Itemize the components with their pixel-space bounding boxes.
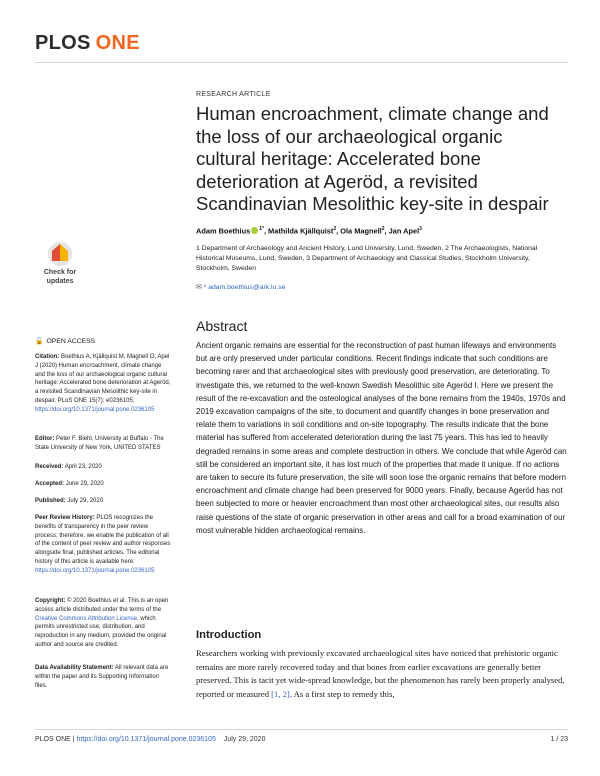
page-footer: [35, 736, 265, 743]
received-date: April 23, 2020: [64, 464, 102, 470]
accepted-block: [35, 480, 171, 489]
editor-text: Peter F. Biehl, University at Buffalo - The State University of New York, UNITED STATES: [35, 436, 164, 451]
published-block: [35, 497, 171, 506]
footer-rule: [35, 729, 568, 730]
introduction-text-tail: . As a first step to remedy this,: [289, 689, 395, 700]
journal-name-plos: PLOS: [35, 32, 91, 54]
author-name[interactable]: Adam Boethius: [196, 226, 251, 236]
check-for-updates-badge[interactable]: [35, 237, 85, 295]
peer-review-text: PLOS recognizes the benefits of transparency in the peer review process; therefore, we enable the publication of all of the content of peer review and author responses alongside final, published articles. The editorial history of this article is available here:: [35, 515, 171, 565]
copyright-block: [35, 597, 171, 650]
check-updates-label[interactable]: [30, 268, 90, 286]
peer-review-block: [35, 514, 171, 576]
envelope-icon: ✉: [196, 284, 202, 291]
license-link[interactable]: Creative Commons Attribution License: [35, 615, 138, 622]
copyright-text-2: , which permits unrestricted use, distribution, and reproduction in any medium, provided the original author and source are credited.: [35, 615, 167, 648]
author-sup: 3: [419, 226, 422, 232]
editor-block: [35, 435, 171, 453]
citation-label: Citation:: [35, 354, 60, 360]
page-number: 1 / 23: [550, 736, 568, 743]
introduction-text: Researchers working with previously excavated archaeological sites have noticed that prehistoric organic remains are more rarely recovered today and that bones from earlier excavations are generally better preserved. This is tacit yet wide-spread knowledge, but the phenomenon has rarely been properly analysed, reported or measured: [196, 648, 565, 700]
author-sup: 1*: [259, 226, 264, 232]
journal-logo: [35, 32, 140, 55]
citation-reference-link[interactable]: [1, 2]: [271, 689, 290, 700]
copyright-label: Copyright:: [35, 598, 66, 604]
author-sup: 2: [333, 226, 337, 232]
journal-name-one: ONE: [95, 32, 140, 54]
citation-doi-link[interactable]: https://doi.org/10.1371/journal.pone.0236105: [35, 406, 155, 413]
published-label: Published:: [35, 498, 66, 504]
copyright-text: © 2020 Boethius et al. This is an open access article distributed under the terms of the: [35, 598, 169, 613]
editor-label: Editor:: [35, 436, 55, 442]
check-updates-line2: updates: [46, 278, 74, 285]
peer-review-link[interactable]: https://doi.org/10.1371/journal.pone.0236105: [35, 567, 155, 574]
accepted-label: Accepted:: [35, 481, 65, 487]
footer-date: July 29, 2020: [223, 736, 266, 743]
author-name[interactable]: Ola Magnell: [340, 226, 382, 236]
footer-separator: |: [72, 736, 75, 743]
header-rule: [35, 62, 568, 63]
peer-review-label: Peer Review History:: [35, 515, 95, 521]
article-type: RESEARCH ARTICLE: [196, 91, 271, 98]
footer-journal: PLOS ONE: [35, 736, 71, 743]
abstract-heading: Abstract: [196, 318, 248, 334]
received-label: Received:: [35, 464, 64, 470]
author-name[interactable]: Mathilda Kjällquist: [268, 226, 334, 236]
accepted-date: June 29, 2020: [65, 481, 104, 487]
received-block: [35, 463, 171, 472]
data-availability-text: All relevant data are within the paper and its Supporting Information files.: [35, 665, 169, 689]
abstract-body: Ancient organic remains are essential for the reconstruction of past human lifeways and environments but are only preserved under particular conditions. Recent findings indicate that such conditions are becoming rarer and that archaeological sites with previously good preservation, are deteriorating. To investigate this, we returned to the well-known Swedish Mesolithic site Ageröd I. Here we present the result of the re-excavation and the osteological analyses of the bone remains from the 1940s, 1970s and 2019 excavation campaigns of the site, to document and quantify changes in bone preservation and relate them to variations in soil conditions and on-site topography. The results indicate that the bone material has suffered from accelerated deterioration during the last 75 years. This has led to heavily degraded remains in some areas and complete destruction in others. We conclude that while Ageröd can still be considered an important site, it has lost much of the properties that made it unique. If no actions are taken to secure its future preservation, the site will soon lose the organic remains that before modern encroachment and climate change had been preserved for 9000 years. Finally, because Ageröd has not been subjected to more or heavier encroachment than most other archaeological sites, our results also raise questions of the state of organic preservation in other areas and call for a broad examination of our most vulnerable hidden archaeological remains.: [196, 341, 567, 535]
data-availability-block: [35, 664, 171, 690]
orcid-icon[interactable]: [251, 227, 258, 234]
citation-block: [35, 353, 171, 415]
corresponding-email[interactable]: [196, 283, 285, 291]
citation-text: Boethius A, Kjällquist M, Magnell O, Apel J (2020) Human encroachment, climate change and the loss of our archaeological organic cultural heritage: Accelerated bone deterioration at Ageröd, a revisited Scandinavian Mesolithic key-site in despair. PLoS ONE 15(7): e0236105.: [35, 354, 171, 404]
email-address[interactable]: * adam.boethius@ark.lu.se: [203, 284, 286, 291]
open-lock-icon: 🔓: [35, 338, 44, 345]
introduction-heading: Introduction: [196, 629, 262, 641]
footer-doi-link[interactable]: https://doi.org/10.1371/journal.pone.0236105: [76, 736, 216, 743]
introduction-body: [196, 647, 568, 702]
author-list: Adam Boethius $^{1*}$, Mathilda Kjällquist$^2$, Ola Magnell$^2$, Jan Apel$^3$: [196, 226, 422, 236]
author-name[interactable]: Jan Apel: [388, 226, 420, 236]
open-access-badge: [35, 337, 95, 345]
check-updates-line1: Check for: [43, 269, 77, 276]
data-availability-label: Data Availability Statement:: [35, 665, 114, 671]
author-sup: 2: [381, 226, 385, 232]
open-access-label: OPEN ACCESS: [46, 338, 96, 345]
published-date: July 29, 2020: [67, 498, 104, 504]
affiliations: 1 Department of Archaeology and Ancient History, Lund University, Lund, Sweden, 2 The Archaeologists, National Historical Museums, Lund, Sweden, 3 Department of Archaeology and Classical Studies, Stockholm University, Stockholm, Sweden: [196, 245, 538, 272]
article-title: Human encroachment, climate change and the loss of our archaeological organic cultural heritage: Accelerated bone deterioration at Ageröd, a revisited Scandinavian Mesolithic key-site in despair: [196, 103, 549, 214]
